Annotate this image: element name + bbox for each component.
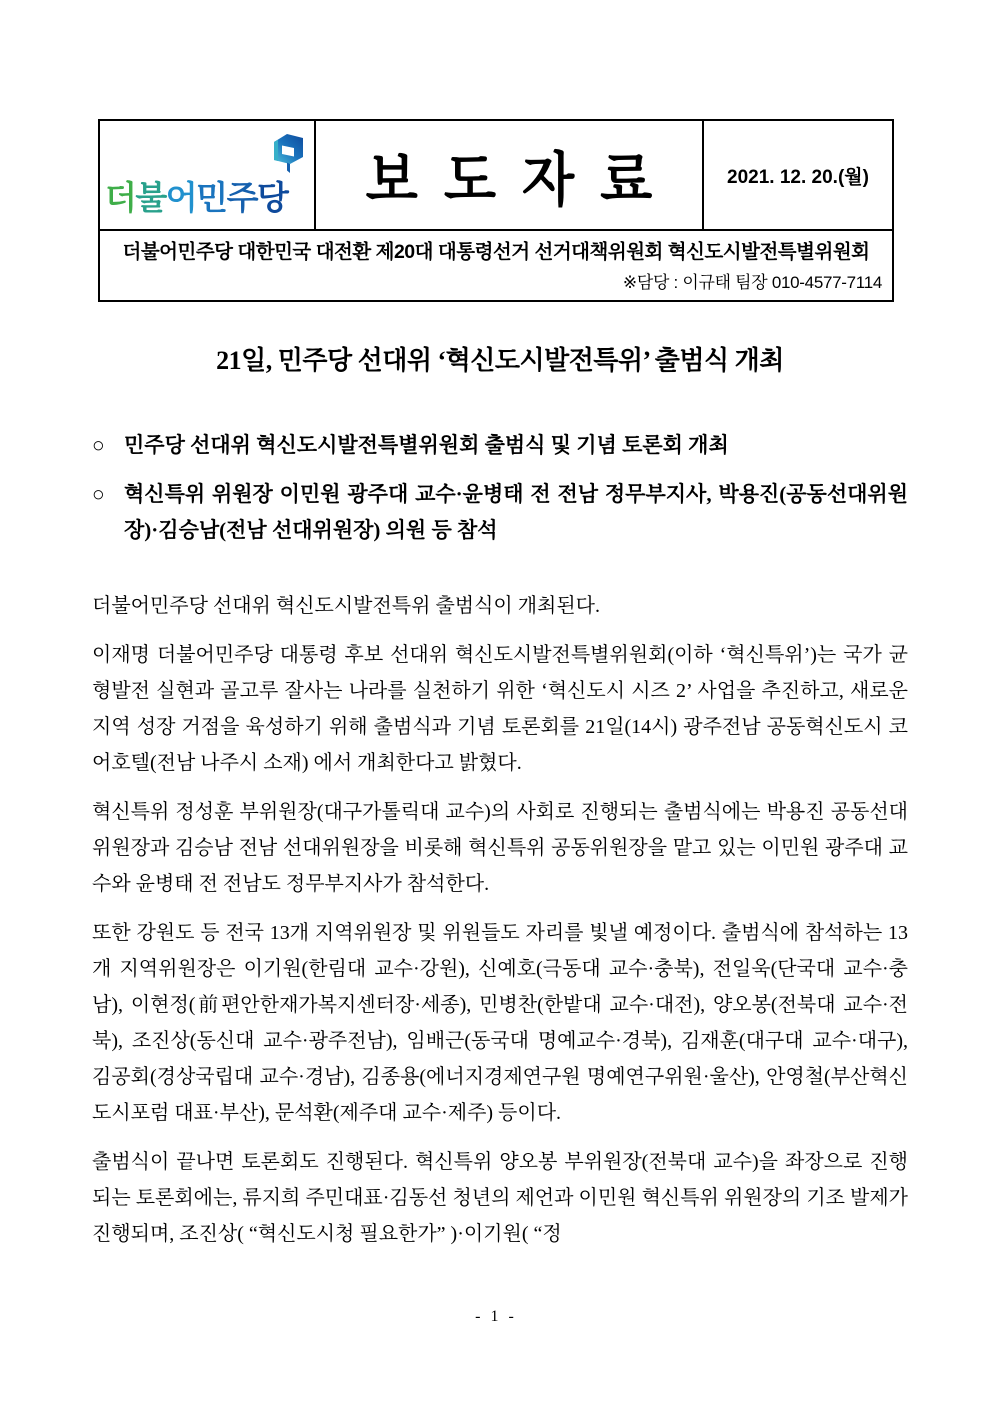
party-logo (100, 121, 316, 229)
bullet-item (92, 427, 908, 463)
body-paragraph: 이재명 더불어민주당 대통령 후보 선대위 혁신도시발전특별위원회(이하 ‘혁신특위’)는 국가 균형발전 실현과 골고루 잘사는 나라를 실천하기 위한 ‘혁신도시 시즈 2’ 사업을 추진하고, 새로운 지역 성장 거점을 육성하기 위해 출범식과 기념 토론회를 21일(14시) 광주전남 공동혁신도시 코어호텔(전남 나주시 소재) 에서 개최한다고 밝혔다. (92, 644, 908, 774)
bullet-item (92, 476, 908, 548)
contact-line: ※담당 : 이규태 팀장 010-4577-7114 (622, 273, 882, 292)
body-paragraph: 혁신특위 정성훈 부위원장(대구가톨릭대 교수)의 사회로 진행되는 출범식에는 박용진 공동선대위원장과 김승남 전남 선대위원장을 비롯해 혁신특위 공동위원장을 맡고 있는 이민원 광주대 교수와 윤병태 전 전남도 정무부지사가 참석한다. (92, 801, 908, 895)
header-bottom-row (100, 231, 892, 300)
release-title-cell (316, 121, 704, 229)
logo-char: 민 (196, 179, 227, 216)
document-title: 21일, 민주당 선대위 ‘혁신도시발전특위’ 출범식 개최 (216, 346, 784, 375)
body-paragraph: 출범식이 끝나면 토론회도 진행된다. 혁신특위 양오봉 부위원장(전북대 교수)을 좌장으로 진행되는 토론회에는, 류지희 주민대표·김동선 청년의 제언과 이민원 혁신특위 위원장의 기조 발제가 진행되며, 조진상( “혁신도시청 필요한가” )·이기원( “정 (92, 1151, 908, 1245)
body-paragraph: 또한 강원도 등 전국 13개 지역위원장 및 위원들도 자리를 빛낼 예정이다. 출범식에 참석하는 13개 지역위원장은 이기원(한림대 교수·강원), 신예호(극동대 교수·충북), 전일욱(단국대 교수·충남), 이현정(前편안한재가복지센터장·세종), 민병찬(한밭대 교수·대전), 양오봉(전북대 교수·전북), 조진상(동신대 교수·광주전남), 임배근(동국대 명예교수·경북), 김재훈(대구대 교수·대구), 김공회(경상국립대 교수·경남), 김종용(에너지경제연구원 명예연구위원·울산), 안영철(부산혁신도시포럼 대표·부산), 문석환(제주대 교수·제주) 등이다. (92, 922, 908, 1124)
logo-char: 당 (256, 179, 288, 216)
logo-char: 어 (165, 179, 197, 216)
body-paragraph: 더불어민주당 선대위 혁신도시발전특위 출범식이 개최된다. (92, 595, 600, 617)
bullet-text: 혁신특위 위원장 이민원 광주대 교수·윤병태 전 전남 정무부지사, 박용진(공동선대위원장)·김승남(전남 선대위원장) 의원 등 참석 (124, 482, 908, 542)
logo-char: 주 (226, 179, 257, 216)
logo-char: 불 (135, 179, 166, 216)
header-top-row (100, 121, 892, 231)
paragraph-section (92, 588, 908, 1252)
release-date: 2021. 12. 20.(월) (727, 166, 869, 188)
party-logo-text (105, 172, 287, 219)
bullet-text: 민주당 선대위 혁신도시발전특별위원회 출범식 및 기념 토론회 개최 (124, 433, 729, 457)
bullet-marker: ○ (92, 433, 105, 457)
bullet-marker: ○ (92, 482, 105, 506)
document-body (92, 332, 908, 1265)
logo-char: 더 (105, 179, 136, 216)
summary-bullet-list (92, 427, 908, 548)
organization-line: 더불어민주당 대한민국 대전환 제20대 대통령선거 선거대책위원회 혁신도시발전특별위원회 (122, 241, 870, 263)
release-title: 보도자료 (365, 147, 679, 213)
footer-page-number: - 1 - (475, 1308, 517, 1325)
press-release-header-box (98, 119, 894, 302)
